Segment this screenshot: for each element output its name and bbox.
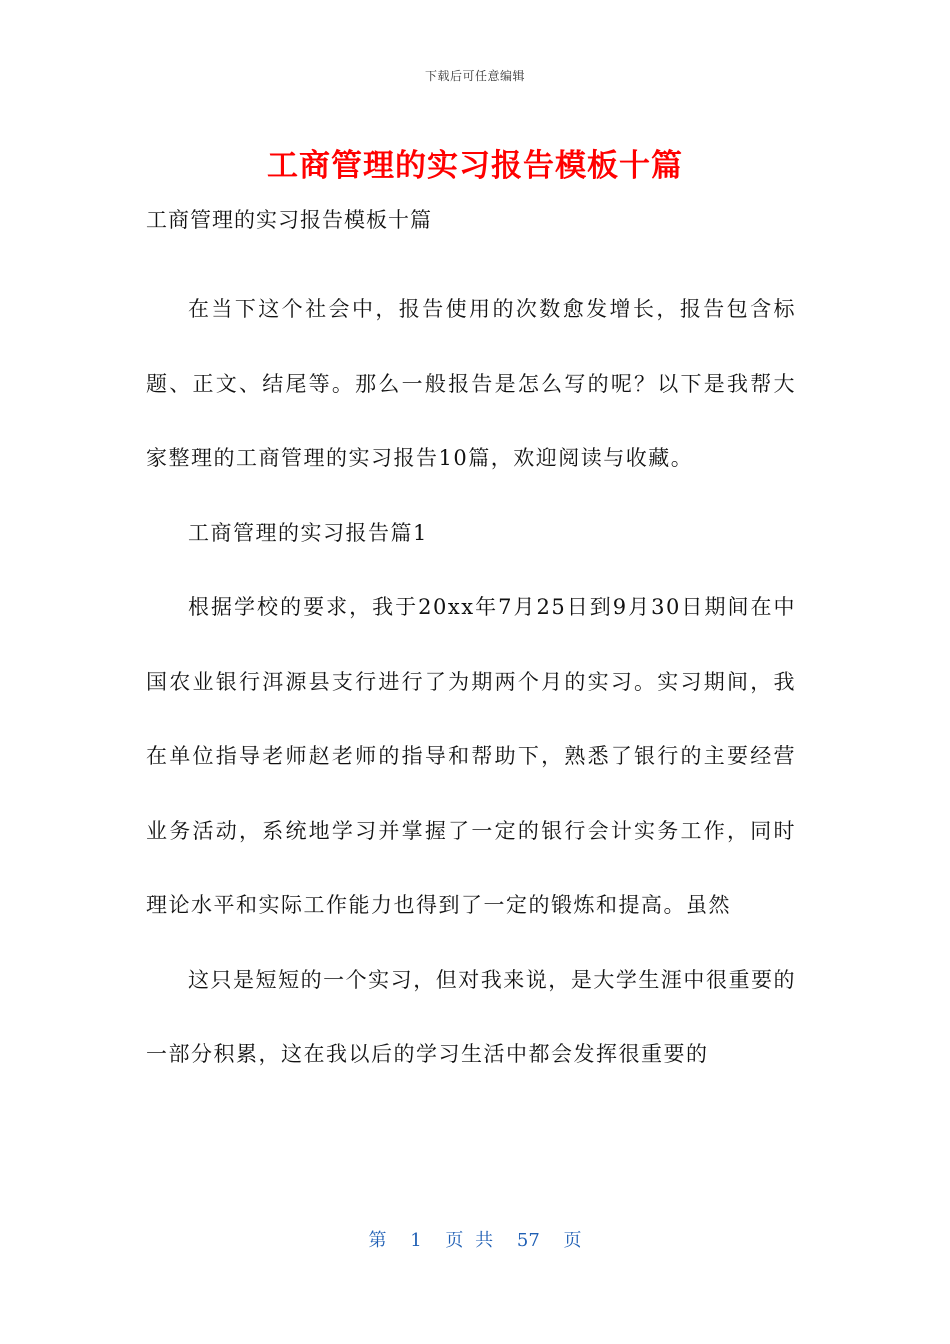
- page-current: 1: [410, 1230, 422, 1251]
- paragraph-body: 根据学校的要求，我于20xx年7月25日到9月30日期间在中国农业银行洱源县支行进行了为期两个月的实习。实习期间，我在单位指导老师赵老师的指导和帮助下，熟悉了银行的主要经营业务活动，系统地学习并掌握了一定的银行会计实务工作，同时理论水平和实际工作能力也得到了一定的锻炼和提高。虽然: [146, 595, 796, 917]
- page-footer-prefix: 第: [368, 1230, 387, 1251]
- paragraph-body: 这只是短短的一个实习，但对我来说，是大学生涯中很重要的一部分积累，这在我以后的学习生活中都会发挥很重要的: [146, 967, 796, 1066]
- header-note: 下载后可任意编辑: [424, 69, 525, 83]
- page-number-footer: [0, 1226, 950, 1252]
- document-title: 工商管理的实习报告模板十篇: [267, 148, 683, 184]
- section-heading: 工商管理的实习报告篇1: [188, 520, 428, 545]
- document-subtitle: 工商管理的实习报告模板十篇: [146, 208, 432, 232]
- document-body: [146, 198, 796, 1092]
- page-footer-middle: 页 共: [445, 1230, 494, 1251]
- page-footer-suffix: 页: [563, 1230, 582, 1251]
- paragraph-intro: 在当下这个社会中，报告使用的次数愈发增长，报告包含标题、正文、结尾等。那么一般报告是怎么写的呢？以下是我帮大家整理的工商管理的实习报告10篇，欢迎阅读与收藏。: [146, 297, 796, 470]
- page-total: 57: [516, 1230, 540, 1251]
